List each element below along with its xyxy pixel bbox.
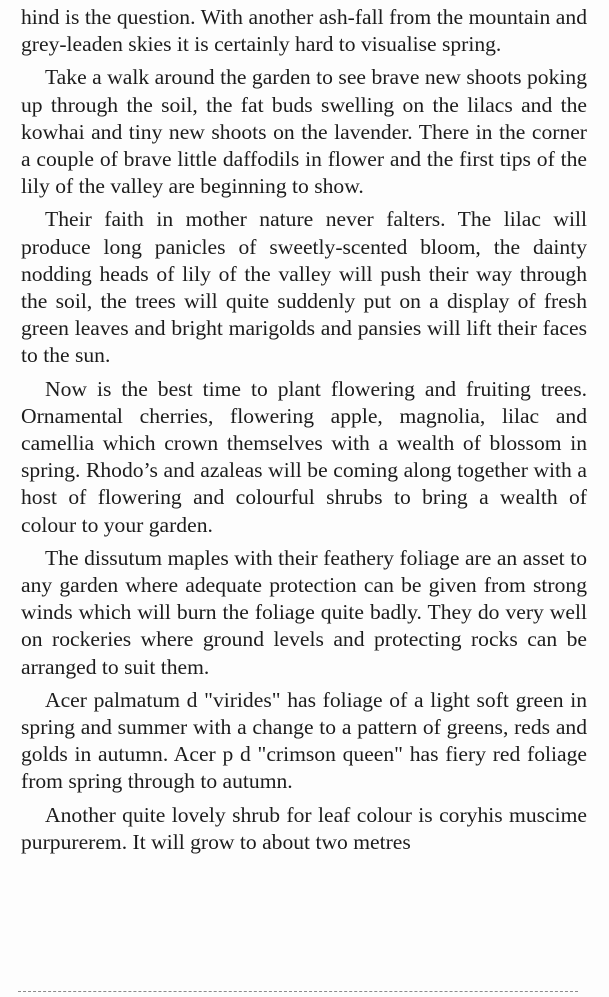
paragraph-6: Acer palmatum d "virides" has foliage of a light soft green in spring and summer with a change to a pattern of greens, reds and golds in autumn. Acer p d "crimson queen" has fiery red foliage from spring through to autumn. xyxy=(21,687,587,794)
paragraph-2: Take a walk around the garden to see brave new shoots poking up through the soil, the fat buds swelling on the lilacs and the kowhai and tiny new shoots on the lavender. There in the corner a couple of brave little daffodils in flower and the first tips of the lily of the valley are beginning to show. xyxy=(21,65,587,199)
paragraph-4: Now is the best time to plant flowering and fruiting trees. Ornamental cherries, flowering apple, magnolia, lilac and camellia which crown themselves with a wealth of blossom in spring. Rhodo’s and azaleas will be coming along together with a host of flowering and colourful shrubs to bring a wealth of colour to your garden. xyxy=(21,376,587,537)
article-column xyxy=(21,4,587,862)
paragraph-3: Their faith in mother nature never falters. The lilac will produce long panicles of sweetly-scented bloom, the dainty nodding heads of lily of the valley will push their way through the soil, the trees will quite suddenly put on a display of fresh green leaves and bright marigolds and pansies will lift their faces to the sun. xyxy=(21,207,587,368)
paragraph-7: Another quite lovely shrub for leaf colour is coryhis muscime purpurerem. It will grow to about two metres xyxy=(21,802,587,854)
bottom-rule xyxy=(18,991,578,992)
paragraph-1: hind is the question. With another ash-fall from the mountain and grey-leaden skies it is certainly hard to visualise spring. xyxy=(21,5,587,57)
paragraph-5: The dissutum maples with their feathery foliage are an asset to any garden where adequate protection can be given from strong winds which will burn the foliage quite badly. They do very well on rockeries where ground levels and protecting rocks can be arranged to suit them. xyxy=(21,545,587,679)
